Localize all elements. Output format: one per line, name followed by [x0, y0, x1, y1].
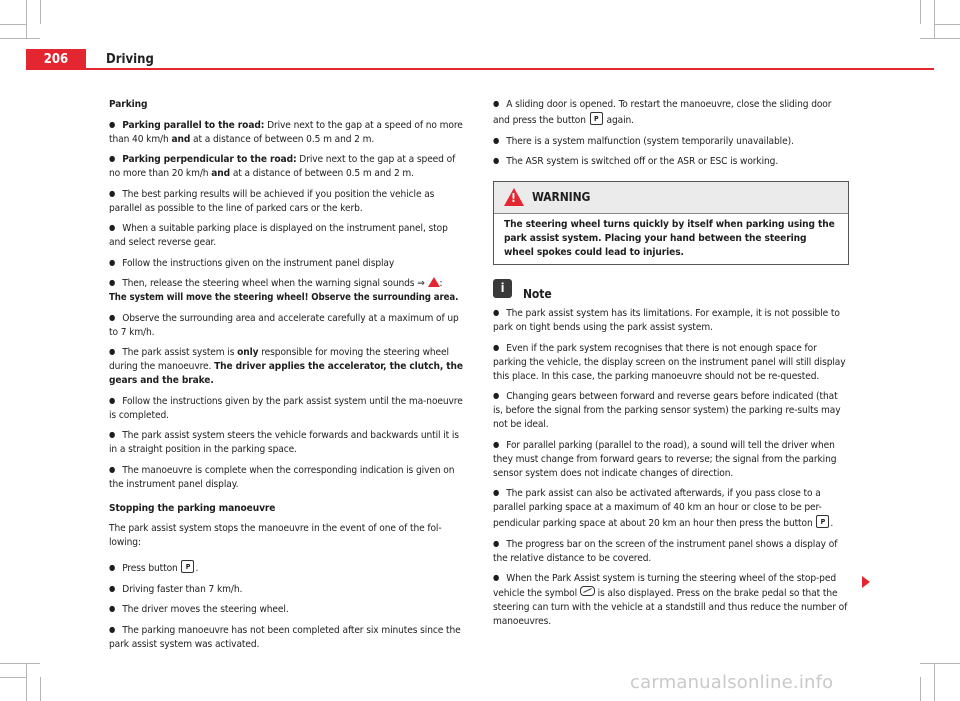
warning-box	[493, 181, 849, 265]
watermark: carmanualsonline.info	[630, 672, 834, 693]
stop-intro: The park assist system stops the manoeuvre in the event of one of the fol-lowing:	[109, 523, 442, 548]
crop-mark	[934, 0, 935, 38]
crop-mark	[0, 24, 26, 25]
park-assist-button-icon	[181, 560, 194, 573]
crop-mark	[0, 38, 40, 39]
steering-symbol-icon	[580, 586, 595, 596]
left-column	[109, 98, 465, 658]
crop-mark	[0, 677, 26, 678]
crop-mark	[920, 663, 960, 664]
park-assist-button-icon	[816, 515, 829, 528]
list-item: ● When the Park Assist system is turning the steering wheel of the stop-ped vehicle the symbol is also displayed. Press on the brake pedal so that the steering can turn with the vehicle at a standstill and thus reduce the number of manoeuvres.	[493, 572, 849, 629]
list-item: ● There is a system malfunction (system temporarily unavailable).	[493, 135, 849, 149]
warning-title: WARNING	[532, 190, 591, 204]
list-item: ● For parallel parking (parallel to the road), a sound will tell the driver when they must change from forward gears to reverse; the signal from the parking sensor system does not indicate changes of direction.	[493, 439, 849, 481]
warning-inline-text: The system will move the steering wheel! Observe the surrounding area.	[109, 292, 459, 303]
list-item: ● The driver moves the steering wheel.	[109, 603, 465, 617]
list-item: ● Follow the instructions given on the instrument panel display	[109, 257, 465, 271]
crop-mark	[0, 663, 40, 664]
list-item: ● The best parking results will be achieved if you position the vehicle as parallel as possible to the line of parked cars or the kerb.	[109, 188, 465, 216]
crop-mark	[26, 0, 27, 38]
list-item: ● The park assist system is only responsible for moving the steering wheel during the manoeuvre. The driver applies the accelerator, the clutch, the gears and the brake.	[109, 346, 465, 388]
list-item: ● The progress bar on the screen of the instrument panel shows a display of the relative distance to be covered.	[493, 538, 849, 566]
list-item: ● Even if the park system recognises that there is not enough space for parking the vehicle, the display screen on the instrument panel will still display this place. In this case, the parking manoeuvre should not be re-quested.	[493, 342, 849, 384]
crop-mark	[40, 677, 41, 701]
page-number: 206	[26, 49, 86, 70]
list-item: ● Changing gears between forward and reverse gears before indicated (that is, before the signal from the parking sensor system) the parking re-sults may not be ideal.	[493, 390, 849, 432]
continue-arrow-icon	[862, 576, 870, 588]
list-item: ● The park assist system has its limitations. For example, it is not possible to park on tight bends using the park assist system.	[493, 307, 849, 335]
list-item: ● The park assist can also be activated afterwards, if you pass close to a parallel parking space at a maximum of 40 km an hour or close to be per-pendicular parking space at about 20 km an hour then press the button P.	[493, 487, 849, 531]
list-item: ● Observe the surrounding area and accelerate carefully at a maximum of up to 7 km/h.	[109, 312, 465, 340]
list-item: ● Follow the instructions given by the park assist system until the ma-noeuvre is completed.	[109, 395, 465, 423]
parking-heading: Parking	[109, 99, 148, 110]
list-item: ● The manoeuvre is complete when the corresponding indication is given on the instrument panel display.	[109, 464, 465, 492]
park-assist-button-icon	[590, 112, 603, 125]
right-column	[493, 98, 849, 636]
warning-header	[494, 182, 848, 214]
list-item: ● The park assist system steers the vehicle forwards and backwards until it is in a straight position in the parking space.	[109, 429, 465, 457]
list-item: ● Parking perpendicular to the road: Drive next to the gap at a speed of no more than 20 km/h and at a distance of between 0.5 m and 2 m.	[109, 153, 465, 181]
info-icon: i	[493, 279, 512, 298]
list-item: ● When a suitable parking place is displayed on the instrument panel, stop and select reverse gear.	[109, 222, 465, 250]
note-header	[493, 279, 849, 305]
warning-triangle-icon	[504, 188, 524, 206]
crop-mark	[920, 38, 960, 39]
crop-mark	[934, 663, 935, 701]
crop-mark	[40, 0, 41, 24]
list-item: ● Press button P.	[109, 560, 465, 576]
list-item: ● Then, release the steering wheel when the warning signal sounds ⇒ :	[109, 277, 465, 291]
crop-mark	[934, 24, 960, 25]
stop-heading: Stopping the parking manoeuvre	[109, 502, 276, 514]
warning-text: The steering wheel turns quickly by itself when parking using the park assist system. Placing your hand between the steering wheel spokes could lead to injuries.	[504, 219, 835, 258]
list-item: ● Parking parallel to the road: Drive next to the gap at a speed of no more than 40 km/h and at a distance of between 0.5 m and 2 m.	[109, 119, 465, 147]
warning-triangle-icon[interactable]	[428, 277, 440, 287]
section-title: Driving	[106, 52, 154, 67]
crop-mark	[26, 663, 27, 701]
list-item: ● A sliding door is opened. To restart the manoeuvre, close the sliding door and press the button P again.	[493, 98, 849, 128]
note-title: Note	[523, 287, 552, 301]
crop-mark	[920, 0, 921, 24]
list-item: ● Driving faster than 7 km/h.	[109, 583, 465, 597]
list-item: ● The ASR system is switched off or the ASR or ESC is working.	[493, 155, 849, 169]
list-item: ● The parking manoeuvre has not been completed after six minutes since the park assist system was activated.	[109, 624, 465, 652]
header-rule	[86, 68, 934, 70]
crop-mark	[920, 677, 921, 701]
